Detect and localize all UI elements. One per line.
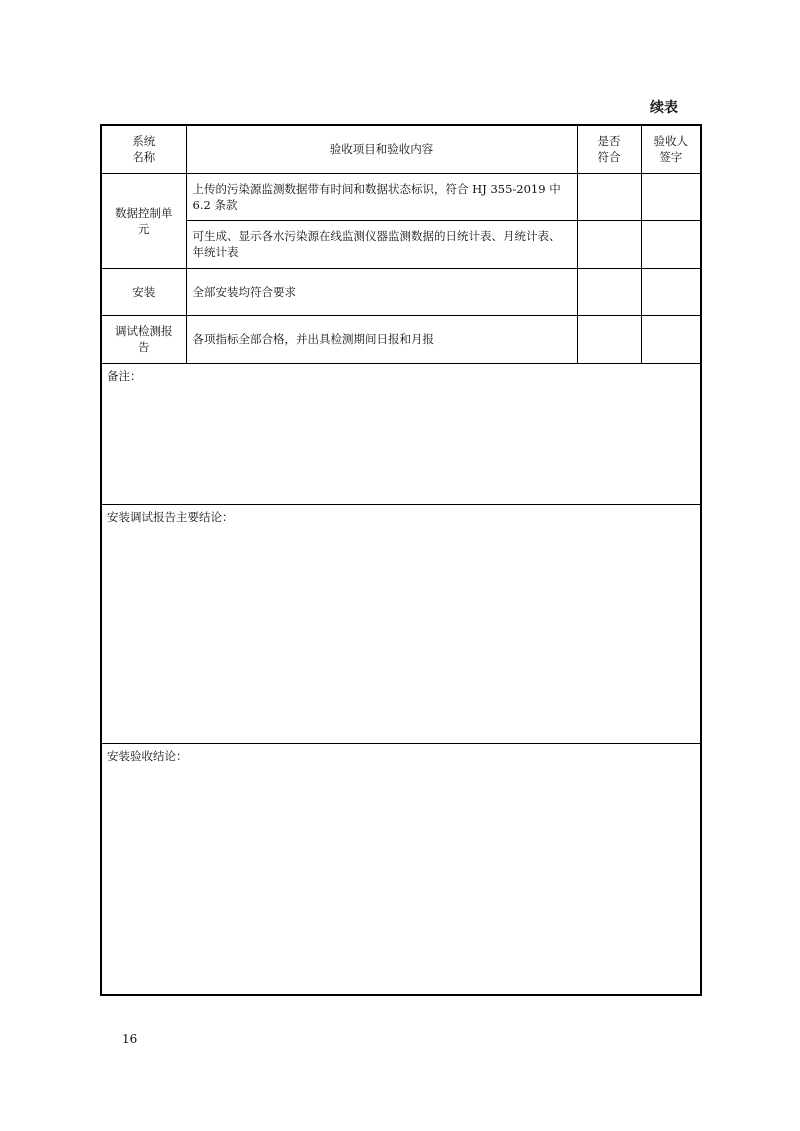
compliant-cell[interactable] bbox=[577, 315, 641, 363]
table-row bbox=[101, 220, 701, 268]
signature-cell[interactable] bbox=[641, 173, 701, 220]
header-row bbox=[101, 125, 701, 173]
continued-table-label: 续表 bbox=[650, 100, 678, 116]
acceptance-form-table bbox=[100, 124, 702, 996]
content-cell: 全部安装均符合要求 bbox=[186, 268, 577, 315]
compliant-cell[interactable] bbox=[577, 173, 641, 220]
page-number: 16 bbox=[122, 1032, 138, 1046]
system-name-header: 系统 名称 bbox=[101, 125, 186, 173]
table-row bbox=[101, 268, 701, 315]
table-row bbox=[101, 173, 701, 220]
compliant-cell[interactable] bbox=[577, 268, 641, 315]
acceptance-conclusion-label: 安装验收结论： bbox=[107, 748, 188, 763]
acceptance-conclusion-field[interactable] bbox=[101, 743, 701, 995]
signature-cell[interactable] bbox=[641, 220, 701, 268]
remarks-field[interactable] bbox=[101, 363, 701, 504]
remarks-label: 备注： bbox=[107, 368, 142, 383]
compliant-header: 是否 符合 bbox=[577, 125, 641, 173]
item-content-header: 验收项目和验收内容 bbox=[186, 125, 577, 173]
system-cell: 调试检测报 告 bbox=[101, 315, 186, 363]
signature-cell[interactable] bbox=[641, 268, 701, 315]
content-cell: 上传的污染源监测数据带有时间和数据状态标识，符合 HJ 355-2019 中 6.2 条款 bbox=[186, 173, 577, 220]
debug-conclusion-field[interactable] bbox=[101, 504, 701, 743]
system-cell: 安装 bbox=[101, 268, 186, 315]
remarks-row bbox=[101, 363, 701, 504]
acceptance-conclusion-row bbox=[101, 743, 701, 995]
content-cell: 可生成、显示各水污染源在线监测仪器监测数据的日统计表、月统计表、 年统计表 bbox=[186, 220, 577, 268]
debug-conclusion-row bbox=[101, 504, 701, 743]
content-cell: 各项指标全部合格，并出具检测期间日报和月报 bbox=[186, 315, 577, 363]
compliant-cell[interactable] bbox=[577, 220, 641, 268]
signature-cell[interactable] bbox=[641, 315, 701, 363]
signature-header: 验收人 签字 bbox=[641, 125, 701, 173]
table-row bbox=[101, 315, 701, 363]
system-cell: 数据控制单 元 bbox=[101, 173, 186, 268]
debug-conclusion-label: 安装调试报告主要结论： bbox=[107, 509, 234, 524]
